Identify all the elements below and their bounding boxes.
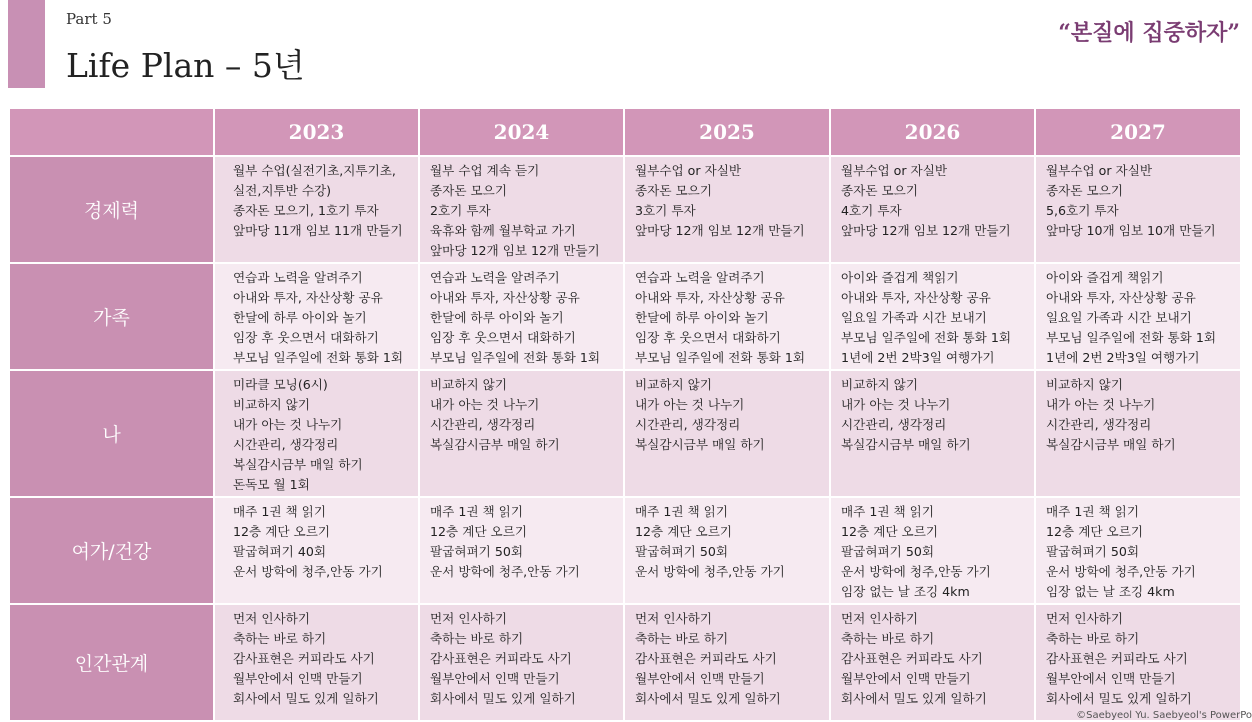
- plan-item: [635, 689, 823, 709]
- plan-item: [841, 629, 1028, 649]
- plan-item-text: 복실감시금부 매일 하기: [430, 437, 560, 452]
- plan-item-text: 복실감시금부 매일 하기: [233, 457, 363, 472]
- plan-cell-2023: [214, 497, 419, 604]
- plan-cell-2026: [830, 263, 1035, 370]
- plan-item-text: 내가 아는 것 나누기: [635, 397, 745, 412]
- plan-item-text: 먼저 인사하기: [635, 611, 712, 626]
- plan-item-text: 감사표현은 커피라도 사기: [1046, 651, 1188, 666]
- plan-item: [841, 201, 1028, 221]
- plan-item: [430, 502, 617, 522]
- plan-item: [430, 542, 617, 562]
- plan-item-text: 12층 계단 오르기: [233, 524, 331, 539]
- plan-item: [1046, 181, 1234, 201]
- plan-cell-2026: [830, 370, 1035, 497]
- plan-item: [229, 455, 412, 475]
- plan-item: [841, 562, 1028, 582]
- plan-item-text: 아이와 즐겁게 책읽기: [1046, 270, 1164, 285]
- plan-item-text: 먼저 인사하기: [841, 611, 918, 626]
- plan-cell-2026: [830, 604, 1035, 721]
- plan-item-text: 육휴와 함께 월부학교 가기: [430, 223, 576, 238]
- plan-item: [635, 181, 823, 201]
- plan-item: [430, 221, 617, 241]
- plan-item-text: 회사에서 밀도 있게 일하기: [430, 691, 576, 706]
- plan-item: [1046, 649, 1234, 669]
- plan-item: [1046, 221, 1234, 241]
- plan-item-text: 아내와 투자, 자산상황 공유: [841, 290, 991, 305]
- plan-item: [635, 308, 823, 328]
- plan-item-text: 비교하지 않기: [1046, 377, 1123, 392]
- category-label: 여가/건강: [9, 497, 214, 604]
- plan-item: [229, 629, 412, 649]
- plan-item-text: 시간관리, 생각정리: [1046, 417, 1152, 432]
- plan-item-text: 회사에서 밀도 있게 일하기: [635, 691, 781, 706]
- plan-item: [430, 609, 617, 629]
- plan-item-text: 복실감시금부 매일 하기: [635, 437, 765, 452]
- plan-item-text: 부모님 일주일에 전화 통화 1회: [635, 350, 806, 365]
- plan-item: [1046, 161, 1234, 181]
- plan-cell-2025: [624, 263, 830, 370]
- plan-item: [430, 669, 617, 689]
- plan-item-text: 팔굽혀펴기 40회: [233, 544, 327, 559]
- plan-item-text: 월부안에서 인맥 만들기: [430, 671, 560, 686]
- plan-row: [9, 156, 1241, 263]
- plan-cell-2026: [830, 156, 1035, 263]
- year-header-row: [9, 108, 1241, 156]
- plan-item-text: 돈독모 월 1회: [233, 477, 310, 492]
- plan-item: [635, 629, 823, 649]
- plan-item-text: 부모님 일주일에 전화 통화 1회: [841, 330, 1012, 345]
- plan-item: [841, 689, 1028, 709]
- plan-item: [635, 268, 823, 288]
- plan-item-text: 매주 1권 책 읽기: [841, 504, 935, 519]
- plan-item: [635, 288, 823, 308]
- plan-item-text: 5,6호기 투자: [1046, 203, 1119, 218]
- plan-item: [229, 328, 412, 348]
- plan-item: [1046, 348, 1234, 368]
- plan-item-text: 임장 없는 날 조깅 4km: [1046, 584, 1175, 599]
- plan-item: [1046, 395, 1234, 415]
- plan-cell-2023: [214, 263, 419, 370]
- plan-item: [430, 288, 617, 308]
- plan-cell-2025: [624, 156, 830, 263]
- plan-item-text: 월부안에서 인맥 만들기: [635, 671, 765, 686]
- plan-cell-2026: [830, 497, 1035, 604]
- plan-item-text: 앞마당 11개 임보 11개 만들기: [233, 223, 403, 238]
- plan-item-text: 아내와 투자, 자산상황 공유: [1046, 290, 1196, 305]
- plan-item: [841, 415, 1028, 435]
- plan-item-text: 복실감시금부 매일 하기: [841, 437, 971, 452]
- plan-item-text: 1년에 2번 2박3일 여행가기: [1046, 350, 1200, 365]
- motto-text: “본질에 집중하자”: [1058, 20, 1240, 46]
- category-label: 인간관계: [9, 604, 214, 721]
- plan-item-text: 매주 1권 책 읽기: [233, 504, 327, 519]
- plan-row: [9, 370, 1241, 497]
- plan-item: [841, 288, 1028, 308]
- plan-item-text: 월부수업 or 자실반: [841, 163, 948, 178]
- plan-cell-2025: [624, 497, 830, 604]
- plan-item-text: 아내와 투자, 자산상황 공유: [233, 290, 383, 305]
- plan-item: [1046, 268, 1234, 288]
- plan-item-text: 회사에서 밀도 있게 일하기: [841, 691, 987, 706]
- plan-item: [635, 201, 823, 221]
- plan-item-text: 월부 수업 계속 듣기: [430, 163, 540, 178]
- plan-item: [1046, 201, 1234, 221]
- plan-item: [229, 669, 412, 689]
- plan-item: [635, 649, 823, 669]
- plan-item: [229, 375, 412, 395]
- plan-item: [1046, 669, 1234, 689]
- plan-item: [841, 649, 1028, 669]
- plan-item-text: 매주 1권 책 읽기: [430, 504, 524, 519]
- plan-item-text: 축하는 바로 하기: [430, 631, 524, 646]
- plan-item: [229, 395, 412, 415]
- plan-item-text: 축하는 바로 하기: [635, 631, 729, 646]
- plan-item-text: 월부수업 or 자실반: [635, 163, 742, 178]
- year-2025-header: 2025: [624, 108, 830, 156]
- plan-item-text: 비교하지 않기: [635, 377, 712, 392]
- plan-item: [430, 562, 617, 582]
- plan-item: [430, 522, 617, 542]
- plan-item: [635, 221, 823, 241]
- plan-cell-2023: [214, 370, 419, 497]
- plan-item-text: 1년에 2번 2박3일 여행가기: [841, 350, 995, 365]
- plan-cell-2024: [419, 156, 624, 263]
- plan-cell-2025: [624, 604, 830, 721]
- plan-item: [1046, 562, 1234, 582]
- plan-item-text: 임장 없는 날 조깅 4km: [841, 584, 970, 599]
- plan-item: [1046, 375, 1234, 395]
- plan-item: [635, 542, 823, 562]
- plan-cell-2024: [419, 604, 624, 721]
- plan-item-text: 임장 후 웃으면서 대화하기: [635, 330, 781, 345]
- plan-item-text: 3호기 투자: [635, 203, 696, 218]
- category-label: 가족: [9, 263, 214, 370]
- plan-item-text: 내가 아는 것 나누기: [1046, 397, 1156, 412]
- plan-item: [841, 181, 1028, 201]
- plan-item-text: 감사표현은 커피라도 사기: [635, 651, 777, 666]
- plan-item: [430, 375, 617, 395]
- plan-item: [1046, 415, 1234, 435]
- plan-item: [635, 435, 823, 455]
- plan-item: [635, 669, 823, 689]
- plan-item: [1046, 542, 1234, 562]
- plan-item-text: 일요일 가족과 시간 보내기: [1046, 310, 1192, 325]
- plan-item: [1046, 582, 1234, 602]
- plan-item: [430, 161, 617, 181]
- plan-item: [229, 161, 412, 181]
- plan-item: [841, 435, 1028, 455]
- plan-item: [430, 328, 617, 348]
- plan-row: [9, 604, 1241, 721]
- plan-item-text: 4호기 투자: [841, 203, 902, 218]
- plan-item: [229, 308, 412, 328]
- plan-item: [635, 562, 823, 582]
- plan-item-text: 먼저 인사하기: [233, 611, 310, 626]
- plan-item-text: 감사표현은 커피라도 사기: [430, 651, 572, 666]
- plan-body: [9, 156, 1241, 721]
- plan-item-text: 시간관리, 생각정리: [430, 417, 536, 432]
- plan-item: [1046, 435, 1234, 455]
- plan-cell-2027: [1035, 263, 1241, 370]
- plan-item: [430, 348, 617, 368]
- plan-item-text: 축하는 바로 하기: [841, 631, 935, 646]
- plan-item-text: 내가 아는 것 나누기: [430, 397, 540, 412]
- plan-item-text: 매주 1권 책 읽기: [635, 504, 729, 519]
- plan-item-text: 일요일 가족과 시간 보내기: [841, 310, 987, 325]
- page-title: Life Plan – 5년: [66, 46, 305, 85]
- plan-item: [635, 415, 823, 435]
- plan-item-text: 미라클 모닝(6시): [233, 377, 328, 392]
- plan-item: [841, 161, 1028, 181]
- plan-cell-2025: [624, 370, 830, 497]
- plan-item-text: 종자돈 모으기, 1호기 투자: [233, 203, 379, 218]
- category-label: 경제력: [9, 156, 214, 263]
- plan-cell-2027: [1035, 370, 1241, 497]
- plan-item: [635, 348, 823, 368]
- plan-item: [229, 268, 412, 288]
- plan-item: [229, 522, 412, 542]
- plan-cell-2023: [214, 156, 419, 263]
- copyright-footer: ©Saebyeol Yu. Saebyeol's PowerPo: [1076, 710, 1252, 721]
- plan-item: [430, 181, 617, 201]
- plan-item: [1046, 328, 1234, 348]
- plan-item-text: 아이와 즐겁게 책읽기: [841, 270, 959, 285]
- plan-item-text: 먼저 인사하기: [1046, 611, 1123, 626]
- plan-cell-2027: [1035, 604, 1241, 721]
- plan-item-text: 감사표현은 커피라도 사기: [841, 651, 983, 666]
- plan-item-text: 시간관리, 생각정리: [233, 437, 339, 452]
- plan-item: [1046, 522, 1234, 542]
- plan-item-text: 운서 방학에 청주,안동 가기: [430, 564, 580, 579]
- plan-item: [229, 502, 412, 522]
- plan-item-text: 한달에 하루 아이와 놀기: [635, 310, 769, 325]
- plan-item-text: 종자돈 모으기: [635, 183, 712, 198]
- plan-item-text: 앞마당 10개 임보 10개 만들기: [1046, 223, 1216, 238]
- plan-cell-2027: [1035, 156, 1241, 263]
- plan-item-text: 비교하지 않기: [841, 377, 918, 392]
- plan-item: [229, 609, 412, 629]
- plan-item-text: 한달에 하루 아이와 놀기: [233, 310, 367, 325]
- plan-item: [430, 241, 617, 261]
- plan-item-text: 월부안에서 인맥 만들기: [233, 671, 363, 686]
- plan-item: [1046, 502, 1234, 522]
- plan-item: [635, 522, 823, 542]
- plan-item: [229, 435, 412, 455]
- plan-item-text: 운서 방학에 청주,안동 가기: [635, 564, 785, 579]
- plan-item: [430, 395, 617, 415]
- plan-item: [430, 629, 617, 649]
- plan-item-text: 감사표현은 커피라도 사기: [233, 651, 375, 666]
- plan-item: [841, 669, 1028, 689]
- plan-item: [229, 348, 412, 368]
- plan-item-text: 매주 1권 책 읽기: [1046, 504, 1140, 519]
- header-corner: [9, 108, 214, 156]
- plan-item: [635, 395, 823, 415]
- plan-item-text: 월부수업 or 자실반: [1046, 163, 1153, 178]
- plan-item-text: 회사에서 밀도 있게 일하기: [233, 691, 379, 706]
- plan-item: [841, 328, 1028, 348]
- plan-item-text: 비교하지 않기: [430, 377, 507, 392]
- plan-item-text: 팔굽혀펴기 50회: [1046, 544, 1140, 559]
- year-2024-header: 2024: [419, 108, 624, 156]
- plan-item-text: 아내와 투자, 자산상황 공유: [430, 290, 580, 305]
- plan-row: [9, 497, 1241, 604]
- plan-item: [841, 502, 1028, 522]
- plan-item-text: 연습과 노력을 알려주기: [635, 270, 765, 285]
- plan-item: [430, 308, 617, 328]
- plan-item: [635, 609, 823, 629]
- plan-item: [841, 609, 1028, 629]
- plan-item: [635, 328, 823, 348]
- plan-item-text: 시간관리, 생각정리: [635, 417, 741, 432]
- plan-item-text: 12층 계단 오르기: [430, 524, 528, 539]
- plan-item: [430, 415, 617, 435]
- plan-item-text: 임장 후 웃으면서 대화하기: [430, 330, 576, 345]
- plan-item: [841, 348, 1028, 368]
- plan-item: [1046, 609, 1234, 629]
- plan-item-text: 종자돈 모으기: [841, 183, 918, 198]
- plan-item: [841, 268, 1028, 288]
- plan-item: [841, 582, 1028, 602]
- plan-item-text: 12층 계단 오르기: [841, 524, 939, 539]
- plan-item: [841, 542, 1028, 562]
- plan-item-text: 팔굽혀펴기 50회: [430, 544, 524, 559]
- plan-item: [229, 221, 412, 241]
- plan-item-text: 앞마당 12개 임보 12개 만들기: [635, 223, 805, 238]
- accent-bar: [8, 0, 45, 88]
- plan-item-text: 운서 방학에 청주,안동 가기: [1046, 564, 1196, 579]
- plan-item: [430, 649, 617, 669]
- plan-item: [430, 201, 617, 221]
- plan-item-text: 부모님 일주일에 전화 통화 1회: [430, 350, 601, 365]
- plan-item: [635, 161, 823, 181]
- plan-item-text: 연습과 노력을 알려주기: [430, 270, 560, 285]
- plan-item: [229, 649, 412, 669]
- plan-cell-2024: [419, 497, 624, 604]
- plan-item: [1046, 689, 1234, 709]
- part-label: Part 5: [66, 10, 112, 28]
- plan-item-text: 팔굽혀펴기 50회: [841, 544, 935, 559]
- plan-item: [1046, 288, 1234, 308]
- plan-item-text: 한달에 하루 아이와 놀기: [430, 310, 564, 325]
- plan-item: [635, 375, 823, 395]
- plan-item-text: 12층 계단 오르기: [635, 524, 733, 539]
- plan-cell-2024: [419, 263, 624, 370]
- plan-item: [229, 542, 412, 562]
- plan-item-text: 앞마당 12개 임보 12개 만들기: [841, 223, 1011, 238]
- plan-item-text: 실전,지투반 수강): [233, 183, 332, 198]
- plan-cell-2027: [1035, 497, 1241, 604]
- plan-item: [229, 181, 412, 201]
- plan-item: [841, 375, 1028, 395]
- plan-item-text: 임장 후 웃으면서 대화하기: [233, 330, 379, 345]
- plan-item: [229, 562, 412, 582]
- plan-item-text: 내가 아는 것 나누기: [841, 397, 951, 412]
- plan-item-text: 월부 수업(실전기초,지투기초,: [233, 163, 396, 178]
- category-label: 나: [9, 370, 214, 497]
- plan-item-text: 시간관리, 생각정리: [841, 417, 947, 432]
- plan-item: [229, 288, 412, 308]
- plan-item-text: 12층 계단 오르기: [1046, 524, 1144, 539]
- plan-cell-2023: [214, 604, 419, 721]
- year-2026-header: 2026: [830, 108, 1035, 156]
- plan-item-text: 내가 아는 것 나누기: [233, 417, 343, 432]
- plan-item: [430, 435, 617, 455]
- plan-item-text: 팔굽혀펴기 50회: [635, 544, 729, 559]
- plan-row: [9, 263, 1241, 370]
- plan-item-text: 부모님 일주일에 전화 통화 1회: [1046, 330, 1217, 345]
- plan-item: [635, 502, 823, 522]
- year-2023-header: 2023: [214, 108, 419, 156]
- plan-item: [841, 221, 1028, 241]
- plan-item: [1046, 308, 1234, 328]
- plan-item-text: 월부안에서 인맥 만들기: [841, 671, 971, 686]
- plan-item-text: 종자돈 모으기: [1046, 183, 1123, 198]
- plan-item: [841, 395, 1028, 415]
- plan-item: [229, 475, 412, 495]
- plan-cell-2024: [419, 370, 624, 497]
- plan-item-text: 종자돈 모으기: [430, 183, 507, 198]
- plan-item-text: 축하는 바로 하기: [1046, 631, 1140, 646]
- plan-item-text: 비교하지 않기: [233, 397, 310, 412]
- plan-item-text: 복실감시금부 매일 하기: [1046, 437, 1176, 452]
- plan-item-text: 앞마당 12개 임보 12개 만들기: [430, 243, 600, 258]
- plan-item-text: 월부안에서 인맥 만들기: [1046, 671, 1176, 686]
- plan-item-text: 아내와 투자, 자산상황 공유: [635, 290, 785, 305]
- plan-item-text: 먼저 인사하기: [430, 611, 507, 626]
- plan-item: [1046, 629, 1234, 649]
- plan-item-text: 운서 방학에 청주,안동 가기: [233, 564, 383, 579]
- life-plan-table: [8, 107, 1242, 722]
- plan-item-text: 부모님 일주일에 전화 통화 1회: [233, 350, 404, 365]
- plan-item: [229, 201, 412, 221]
- plan-item-text: 2호기 투자: [430, 203, 491, 218]
- year-2027-header: 2027: [1035, 108, 1241, 156]
- plan-item-text: 운서 방학에 청주,안동 가기: [841, 564, 991, 579]
- plan-item-text: 회사에서 밀도 있게 일하기: [1046, 691, 1192, 706]
- plan-item: [229, 415, 412, 435]
- plan-item-text: 연습과 노력을 알려주기: [233, 270, 363, 285]
- plan-item: [430, 268, 617, 288]
- plan-item: [430, 689, 617, 709]
- plan-item-text: 축하는 바로 하기: [233, 631, 327, 646]
- plan-item: [841, 308, 1028, 328]
- plan-item: [229, 689, 412, 709]
- plan-item: [841, 522, 1028, 542]
